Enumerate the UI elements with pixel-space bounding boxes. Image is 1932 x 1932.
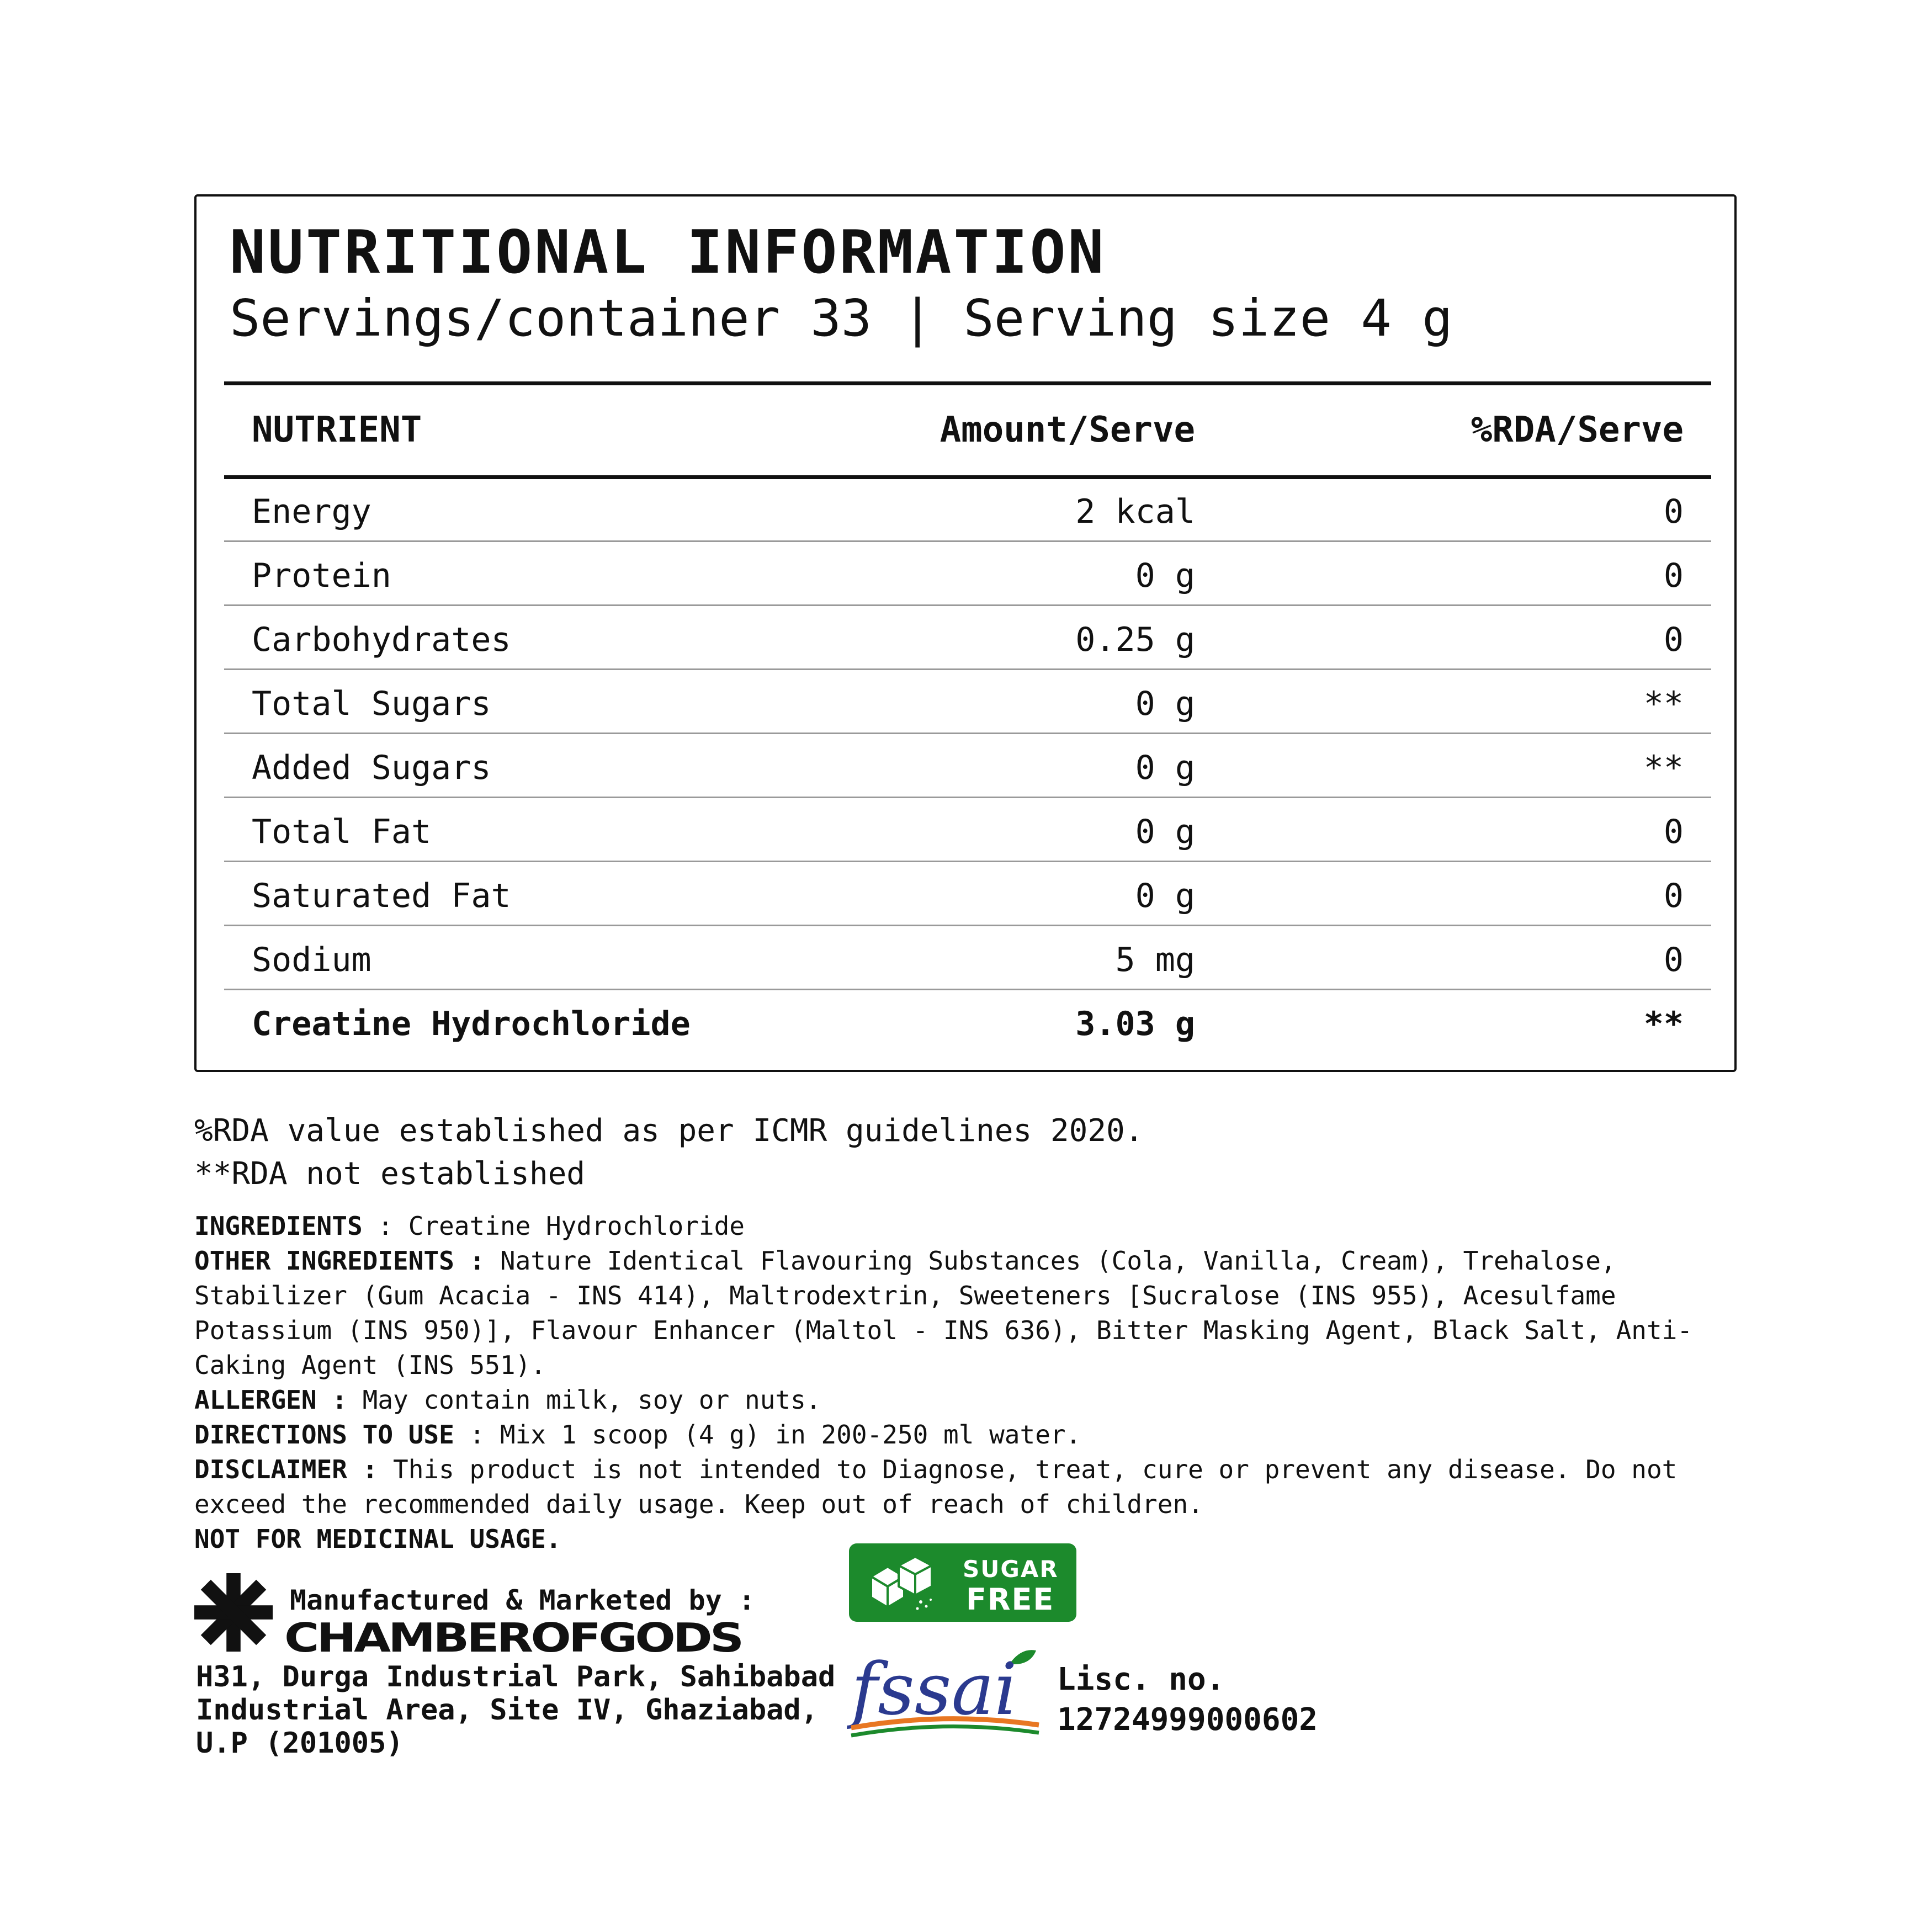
header-nutrient: NUTRIENT [252,410,422,450]
header-rda: %RDA/Serve [1471,410,1684,450]
nutrient-name: Saturated Fat [252,877,511,915]
brand-name: CHAMBEROFGODS [284,1615,742,1661]
badge-line-2: FREE [966,1582,1055,1617]
nutrient-amount: 0 g [1135,749,1195,787]
rda-note-2: **RDA not established [194,1156,586,1192]
directions-value: : Mix 1 scoop (4 g) in 200-250 ml water. [454,1420,1081,1450]
nutrient-amount: 0.25 g [1075,620,1195,659]
license-number: 12724999000602 [1057,1702,1318,1738]
table-row [224,798,1711,862]
nutrient-name: Carbohydrates [252,620,511,659]
nutrient-name: Energy [252,492,371,531]
nutrition-panel [194,194,1737,1072]
allergen-line [194,1383,1729,1418]
nutrient-amount: 0 g [1135,556,1195,595]
sugar-cube-icon [866,1554,948,1614]
nutrient-rda: ** [1643,684,1684,723]
asterisk-logo-icon [194,1573,273,1652]
header-amount: Amount/Serve [940,410,1195,450]
nutrient-name: Total Sugars [252,684,491,723]
table-row [224,478,1711,542]
nutrient-rda: ** [1643,749,1684,787]
table-row [224,606,1711,670]
nutrient-name: Added Sugars [252,749,491,787]
nutrient-name: Protein [252,556,391,595]
nutrient-rda: 0 [1663,813,1684,851]
rda-note-1: %RDA value established as per ICMR guidelines 2020. [194,1113,1144,1149]
disclaimer-line [194,1452,1729,1522]
product-details [194,1209,1729,1557]
table-row [224,862,1711,926]
other-ingredients-value: Nature Identical Flavouring Substances (Cola, Vanilla, Cream), Trehalose, Stabilizer (Gum Acacia - INS 414), Maltrodextrin, Sweeteners [Sucralose (INS 955), Acesulfame Potassium (INS 950)], Flavour Enhancer (Maltol - INS 636), Bitter Masking Agent, Black Salt, Anti-Caking Agent (INS 551). [194,1246,1693,1380]
disclaimer-label: DISCLAIMER : [194,1455,378,1484]
not-medicinal-text: NOT FOR MEDICINAL USAGE. [194,1524,561,1554]
nutrient-name: Sodium [252,941,371,979]
fssai-logo-text: fssai [851,1647,1017,1731]
ingredients-label: INGREDIENTS [194,1211,363,1241]
nutrient-rda: ** [1643,1005,1684,1043]
other-ingredients-line [194,1244,1729,1383]
nutrient-amount: 0 g [1135,684,1195,723]
table-row [224,542,1711,606]
address-line: U.P (201005) [196,1727,404,1760]
directions-label: DIRECTIONS TO USE [194,1420,454,1450]
nutrient-amount: 0 g [1135,813,1195,851]
badge-line-1: SUGAR [963,1556,1059,1583]
nutrient-rda: 0 [1663,492,1684,531]
table-header [224,379,1711,478]
nutrient-amount: 2 kcal [1075,492,1195,531]
address-line: H31, Durga Industrial Park, Sahibabad [196,1660,836,1694]
allergen-value: May contain milk, soy or nuts. [347,1385,821,1415]
nutrient-name: Creatine Hydrochloride [252,1005,691,1043]
license-label: Lisc. no. [1057,1662,1225,1697]
table-row [224,734,1711,798]
fssai-logo-icon [846,1645,1044,1744]
nutrient-rda: 0 [1663,620,1684,659]
other-ingredients-label: OTHER INGREDIENTS : [194,1246,485,1276]
address-line: Industrial Area, Site IV, Ghaziabad, [196,1694,819,1727]
panel-title: NUTRITIONAL INFORMATION [230,218,1106,287]
nutrient-rda: 0 [1663,556,1684,595]
table-row [224,926,1711,990]
disclaimer-value: This product is not intended to Diagnose, treat, cure or prevent any disease. Do not exceed the recommended daily usage. Keep out of reach of children. [194,1455,1678,1519]
manufacturer-label: Manufactured & Marketed by : [290,1584,755,1616]
serving-info: Servings/container 33 | Serving size 4 g [230,289,1453,348]
allergen-label: ALLERGEN : [194,1385,347,1415]
nutrition-table [224,379,1711,1054]
table-row [224,670,1711,734]
sugar-free-badge [849,1543,1076,1622]
table-row [224,990,1711,1054]
nutrient-name: Total Fat [252,813,432,851]
directions-line [194,1418,1729,1452]
ingredients-line [194,1209,1729,1244]
nutrient-amount: 0 g [1135,877,1195,915]
manufacturer-address [196,1660,835,1760]
nutrient-rda: 0 [1663,877,1684,915]
rda-notes [194,1110,1143,1196]
nutrient-amount: 5 mg [1115,941,1195,979]
nutrient-rda: 0 [1663,941,1684,979]
ingredients-value: : Creatine Hydrochloride [362,1211,745,1241]
nutrient-amount: 3.03 g [1075,1005,1195,1043]
